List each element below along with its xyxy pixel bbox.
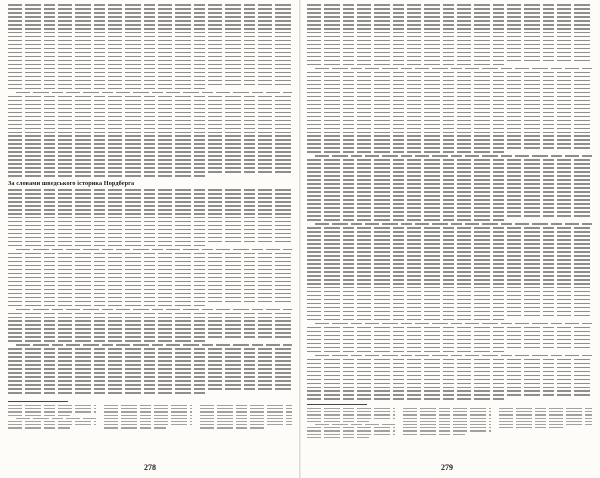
right-text-line xyxy=(307,84,592,86)
right-footnote-line xyxy=(403,427,491,428)
left-text-line xyxy=(8,229,292,231)
left-footnote-line xyxy=(104,424,192,425)
left-footnote-line xyxy=(104,405,192,406)
right-text-line xyxy=(307,215,592,217)
right-text-line xyxy=(307,295,592,297)
left-text-line xyxy=(8,151,292,153)
right-text-line xyxy=(307,24,592,26)
right-text-line xyxy=(307,187,592,189)
left-text-line xyxy=(8,392,207,394)
right-text-line xyxy=(307,139,592,141)
right-footnote-line xyxy=(307,421,369,422)
right-text-line xyxy=(307,211,592,213)
left-text-line xyxy=(8,20,292,22)
left-text-line xyxy=(8,163,292,165)
right-footnote-line xyxy=(499,424,592,425)
left-text-line xyxy=(8,348,292,350)
left-text-line xyxy=(8,384,292,386)
right-text-line xyxy=(307,235,592,237)
right-page-number: 279 xyxy=(441,463,453,472)
left-text-line xyxy=(8,320,292,322)
left-text-line xyxy=(8,68,292,70)
left-text-line xyxy=(8,96,292,98)
left-text-line xyxy=(8,197,292,199)
left-footnote-line xyxy=(16,418,96,419)
left-text-line xyxy=(8,277,292,279)
right-text-line xyxy=(307,4,592,6)
left-text-line xyxy=(8,124,292,126)
left-text-line xyxy=(8,297,292,299)
left-text-line xyxy=(8,285,292,287)
left-footnote-line xyxy=(200,408,292,409)
left-footnote-line xyxy=(8,421,96,422)
left-text-line xyxy=(8,104,292,106)
right-text-line xyxy=(307,398,507,400)
right-footnote-line xyxy=(499,411,592,412)
right-text-line xyxy=(307,32,592,34)
right-text-line xyxy=(307,104,592,106)
left-text-line xyxy=(16,249,292,251)
left-text-line xyxy=(8,167,292,169)
left-text-line xyxy=(8,112,292,114)
left-main-text-top xyxy=(8,4,292,179)
right-text-line xyxy=(307,275,592,277)
left-footnote-line xyxy=(8,408,96,409)
left-text-line xyxy=(8,324,292,326)
left-footnote-line xyxy=(104,411,192,412)
right-text-line xyxy=(307,64,507,66)
right-footnote-line xyxy=(307,437,369,438)
right-text-line xyxy=(307,132,592,134)
left-text-line xyxy=(8,205,292,207)
left-text-line xyxy=(8,356,292,358)
left-text-line xyxy=(8,64,292,66)
left-text-line xyxy=(8,132,292,134)
left-page-number: 278 xyxy=(144,463,156,472)
right-text-line xyxy=(307,76,592,78)
right-text-line xyxy=(307,112,592,114)
right-text-line xyxy=(307,307,592,309)
right-footnote-line xyxy=(307,414,395,415)
right-text-line xyxy=(307,203,592,205)
left-footnote-line xyxy=(200,421,292,422)
left-text-line xyxy=(8,233,292,235)
right-text-line xyxy=(307,199,592,201)
right-footnote-column-2 xyxy=(403,408,491,437)
right-page xyxy=(301,0,600,478)
left-text-line xyxy=(8,213,292,215)
right-text-line xyxy=(307,279,592,281)
right-footnote-rule xyxy=(307,404,367,405)
left-text-line xyxy=(8,301,292,303)
right-text-line xyxy=(307,379,592,381)
right-text-line xyxy=(307,195,592,197)
left-text-line xyxy=(8,241,292,243)
right-text-line xyxy=(315,323,592,325)
left-text-line xyxy=(8,60,292,62)
right-text-line xyxy=(307,40,592,42)
right-text-line xyxy=(307,207,592,209)
right-text-line xyxy=(315,355,592,357)
right-footnote-line xyxy=(307,430,395,431)
left-footnote-line xyxy=(200,427,264,428)
left-text-line xyxy=(8,201,292,203)
left-text-line xyxy=(16,309,292,311)
right-text-line xyxy=(307,303,592,305)
left-text-line xyxy=(8,12,292,14)
left-text-line xyxy=(8,253,292,255)
right-text-line xyxy=(307,12,592,14)
left-text-line xyxy=(8,269,292,271)
right-text-line xyxy=(307,291,592,293)
right-text-line xyxy=(307,263,592,265)
left-text-line xyxy=(8,328,292,330)
left-text-line xyxy=(8,257,292,259)
right-footnote-line xyxy=(403,430,491,431)
left-footnote-line xyxy=(8,427,70,428)
left-text-line xyxy=(8,100,292,102)
left-text-line xyxy=(8,281,292,283)
right-text-line xyxy=(307,88,592,90)
right-text-line xyxy=(307,48,592,50)
left-text-line xyxy=(8,36,292,38)
right-text-line xyxy=(307,247,592,249)
right-text-line xyxy=(307,363,592,365)
left-text-line xyxy=(8,159,292,161)
right-text-line xyxy=(307,283,592,285)
left-text-line xyxy=(8,88,207,90)
left-text-line xyxy=(16,344,292,346)
right-text-line xyxy=(307,339,592,341)
left-text-line xyxy=(8,368,292,370)
right-text-line xyxy=(307,116,592,118)
left-text-line xyxy=(8,80,292,82)
right-text-line xyxy=(307,80,592,82)
right-text-line xyxy=(307,159,592,161)
right-text-line xyxy=(307,191,592,193)
right-footnote-line xyxy=(307,411,395,412)
left-footnote-line xyxy=(200,418,292,419)
left-footnote-line xyxy=(8,411,96,412)
left-text-line xyxy=(8,175,207,177)
left-footnote-line xyxy=(200,411,292,412)
right-footnote-line xyxy=(403,414,491,415)
left-text-line xyxy=(8,265,292,267)
left-text-line xyxy=(8,237,292,239)
right-text-line xyxy=(307,239,592,241)
right-footnote-line xyxy=(403,421,491,422)
left-text-line xyxy=(8,48,292,50)
right-text-line xyxy=(307,36,592,38)
right-footnote-line xyxy=(403,434,465,435)
right-text-line xyxy=(307,219,507,221)
right-text-line xyxy=(307,347,592,349)
right-text-line xyxy=(307,299,592,301)
right-text-line xyxy=(307,16,592,18)
left-text-line xyxy=(8,221,292,223)
right-text-line xyxy=(307,287,592,289)
right-text-line xyxy=(307,383,592,385)
left-text-line xyxy=(8,225,292,227)
left-footnote-line xyxy=(200,405,292,406)
right-text-line xyxy=(307,135,592,137)
right-footnote-line xyxy=(315,424,395,425)
left-footnote-column-1 xyxy=(8,405,96,431)
right-text-line xyxy=(307,259,592,261)
left-text-line xyxy=(8,352,292,354)
left-footnote-line xyxy=(200,424,292,425)
left-footnote-line xyxy=(104,418,192,419)
left-section xyxy=(8,181,292,189)
left-footnote-line xyxy=(8,405,96,406)
right-text-line xyxy=(307,44,592,46)
left-text-line xyxy=(8,76,292,78)
left-text-line xyxy=(8,376,292,378)
right-text-line xyxy=(307,251,592,253)
right-text-line xyxy=(307,267,592,269)
left-footnote-line xyxy=(104,408,192,409)
left-text-line xyxy=(8,193,292,195)
left-text-line xyxy=(8,313,292,315)
left-main-text-bottom xyxy=(8,189,292,396)
right-text-line xyxy=(307,351,507,353)
right-text-line xyxy=(307,327,592,329)
right-text-line xyxy=(307,120,592,122)
right-text-line xyxy=(307,167,592,169)
right-footnote-column-1 xyxy=(307,408,395,440)
right-footnote-line xyxy=(499,418,592,419)
left-text-line xyxy=(8,116,292,118)
right-footnote-line xyxy=(499,414,592,415)
right-text-line xyxy=(307,20,592,22)
right-footnote-line xyxy=(307,408,395,409)
right-text-line xyxy=(307,394,592,396)
left-text-line xyxy=(8,217,292,219)
right-text-line xyxy=(307,28,592,30)
right-text-line xyxy=(307,92,592,94)
right-text-line xyxy=(307,371,592,373)
left-text-line xyxy=(8,143,292,145)
left-text-line xyxy=(8,16,292,18)
left-text-line xyxy=(8,84,292,86)
right-text-line xyxy=(307,319,507,321)
right-footnote-column-3 xyxy=(499,408,592,430)
right-footnote-line xyxy=(403,408,491,409)
left-footnote-line xyxy=(8,415,70,416)
left-text-line xyxy=(8,4,292,6)
left-text-line xyxy=(8,44,292,46)
right-footnote-line xyxy=(403,411,491,412)
left-text-line xyxy=(8,388,292,390)
left-text-line xyxy=(8,108,292,110)
right-text-line xyxy=(307,367,592,369)
left-text-line xyxy=(8,360,292,362)
right-footnote-line xyxy=(307,434,395,435)
right-text-line xyxy=(307,52,592,54)
left-text-line xyxy=(8,135,292,137)
right-text-line xyxy=(307,231,592,233)
left-footnote-column-2 xyxy=(104,405,192,431)
right-text-line xyxy=(307,171,592,173)
right-text-line xyxy=(307,359,592,361)
left-text-line xyxy=(8,293,292,295)
left-text-line xyxy=(8,289,292,291)
left-text-line xyxy=(8,8,292,10)
left-text-line xyxy=(8,72,292,74)
left-footnote-rule xyxy=(8,401,68,402)
left-footnote-line xyxy=(104,415,192,416)
left-text-line xyxy=(8,332,292,334)
left-text-line xyxy=(8,120,292,122)
right-text-line xyxy=(307,387,592,389)
right-text-line xyxy=(307,315,592,317)
right-text-line xyxy=(307,271,592,273)
right-text-line xyxy=(307,227,592,229)
right-footnote-line xyxy=(499,421,592,422)
left-text-line xyxy=(16,92,292,94)
right-text-line xyxy=(307,56,592,58)
left-text-line xyxy=(8,340,207,342)
left-text-line xyxy=(8,155,292,157)
left-footnote-column-3 xyxy=(200,405,292,431)
right-text-line xyxy=(307,335,592,337)
left-text-line xyxy=(8,305,207,307)
right-footnote-line xyxy=(499,427,564,428)
left-text-line xyxy=(8,128,292,130)
right-text-line xyxy=(307,375,592,377)
right-text-line xyxy=(307,175,592,177)
right-footnote-line xyxy=(307,418,395,419)
left-text-line xyxy=(8,209,292,211)
right-text-line xyxy=(307,179,592,181)
left-text-line xyxy=(8,52,292,54)
right-text-line xyxy=(307,96,592,98)
left-text-line xyxy=(8,189,292,191)
right-text-line xyxy=(307,151,507,153)
right-text-line xyxy=(315,68,592,70)
left-text-line xyxy=(8,336,292,338)
left-section-lead: За словами шведського історика Нордберга xyxy=(8,180,135,187)
left-footnote-line xyxy=(104,427,166,428)
right-text-line xyxy=(307,72,592,74)
right-text-line xyxy=(307,390,592,392)
right-footnote-line xyxy=(499,408,592,409)
right-footnote-line xyxy=(403,424,491,425)
left-footnote-line xyxy=(200,415,292,416)
left-text-line xyxy=(8,380,292,382)
left-text-line xyxy=(8,32,292,34)
right-text-line xyxy=(307,163,592,165)
right-text-line xyxy=(315,223,592,225)
left-text-line xyxy=(8,273,292,275)
right-text-line xyxy=(315,155,592,157)
right-text-line xyxy=(307,8,592,10)
right-text-line xyxy=(307,331,592,333)
left-text-line xyxy=(8,24,292,26)
right-text-line xyxy=(307,143,592,145)
right-text-line xyxy=(307,100,592,102)
left-text-line xyxy=(8,139,292,141)
right-text-line xyxy=(307,311,592,313)
left-text-line xyxy=(8,245,207,247)
left-text-line xyxy=(8,56,292,58)
right-footnote-line xyxy=(403,418,491,419)
left-page xyxy=(0,0,299,478)
right-text-line xyxy=(307,108,592,110)
left-text-line xyxy=(8,28,292,30)
left-text-line xyxy=(8,317,292,319)
left-text-line xyxy=(8,364,292,366)
left-footnote-line xyxy=(8,424,96,425)
right-footnote-line xyxy=(307,427,395,428)
left-text-line xyxy=(8,261,292,263)
left-text-line xyxy=(8,372,292,374)
right-text-line xyxy=(307,147,592,149)
right-text-line xyxy=(307,60,592,62)
left-footnote-line xyxy=(104,421,192,422)
right-text-line xyxy=(307,243,592,245)
right-text-line xyxy=(307,255,592,257)
left-text-line xyxy=(8,171,292,173)
right-text-line xyxy=(307,183,592,185)
left-text-line xyxy=(8,147,292,149)
right-main-text xyxy=(307,4,592,402)
right-text-line xyxy=(307,343,592,345)
left-text-line xyxy=(8,40,292,42)
right-text-line xyxy=(307,128,592,130)
right-text-line xyxy=(307,124,592,126)
